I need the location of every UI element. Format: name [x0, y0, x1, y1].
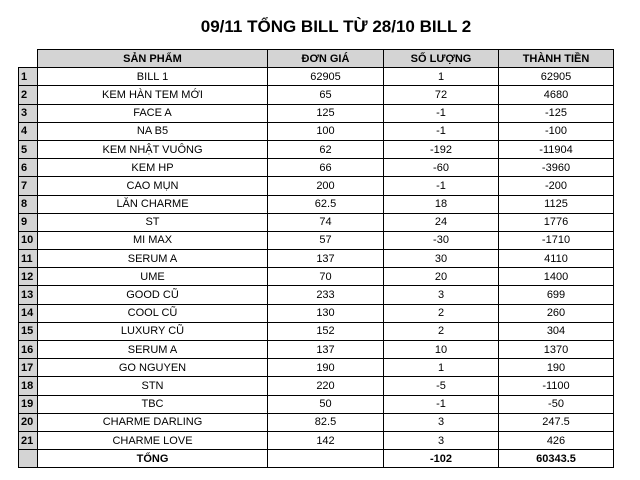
amount-cell: -100	[499, 122, 614, 140]
amount-cell: 1776	[499, 213, 614, 231]
quantity-cell: 1	[384, 68, 499, 86]
amount-cell: 247.5	[499, 413, 614, 431]
table-row	[19, 395, 614, 413]
amount-cell: -11904	[499, 140, 614, 158]
corner-cell	[19, 50, 38, 68]
table-row	[19, 413, 614, 431]
price-cell: 142	[268, 431, 384, 449]
header-amount: THÀNH TIỀN	[499, 50, 614, 68]
row-index: 7	[19, 177, 38, 195]
row-index: 9	[19, 213, 38, 231]
total-label: TỔNG	[38, 450, 268, 468]
product-cell: MI MAX	[38, 231, 268, 249]
table-row	[19, 304, 614, 322]
amount-cell: 1125	[499, 195, 614, 213]
row-index: 8	[19, 195, 38, 213]
table-row	[19, 68, 614, 86]
price-cell: 65	[268, 86, 384, 104]
header-price: ĐƠN GIÁ	[268, 50, 384, 68]
quantity-cell: -1	[384, 395, 499, 413]
price-cell: 74	[268, 213, 384, 231]
product-cell: LUXURY CŨ	[38, 322, 268, 340]
amount-cell: -50	[499, 395, 614, 413]
table-row	[19, 213, 614, 231]
quantity-cell: -60	[384, 159, 499, 177]
table-row	[19, 159, 614, 177]
quantity-cell: 2	[384, 322, 499, 340]
quantity-cell: 20	[384, 268, 499, 286]
price-cell: 233	[268, 286, 384, 304]
price-cell: 70	[268, 268, 384, 286]
quantity-cell: 24	[384, 213, 499, 231]
product-cell: GOOD CŨ	[38, 286, 268, 304]
table-row	[19, 122, 614, 140]
product-cell: BILL 1	[38, 68, 268, 86]
amount-cell: -1100	[499, 377, 614, 395]
row-index: 17	[19, 359, 38, 377]
product-cell: STN	[38, 377, 268, 395]
quantity-cell: -5	[384, 377, 499, 395]
price-cell: 62	[268, 140, 384, 158]
amount-cell: -1710	[499, 231, 614, 249]
price-cell: 82.5	[268, 413, 384, 431]
product-cell: LĂN CHARME	[38, 195, 268, 213]
amount-cell: 260	[499, 304, 614, 322]
table-row	[19, 431, 614, 449]
table-row	[19, 195, 614, 213]
row-index: 5	[19, 140, 38, 158]
product-cell: ST	[38, 213, 268, 231]
quantity-cell: 30	[384, 250, 499, 268]
product-cell: CHARME LOVE	[38, 431, 268, 449]
row-index: 19	[19, 395, 38, 413]
product-cell: NA B5	[38, 122, 268, 140]
total-amount: 60343.5	[499, 450, 614, 468]
row-index: 21	[19, 431, 38, 449]
price-cell: 220	[268, 377, 384, 395]
quantity-cell: 18	[384, 195, 499, 213]
price-cell: 137	[268, 341, 384, 359]
price-cell: 137	[268, 250, 384, 268]
quantity-cell: -1	[384, 122, 499, 140]
product-cell: TBC	[38, 395, 268, 413]
quantity-cell: 1	[384, 359, 499, 377]
total-index-cell	[19, 450, 38, 468]
product-cell: SERUM A	[38, 250, 268, 268]
quantity-cell: 2	[384, 304, 499, 322]
price-cell: 152	[268, 322, 384, 340]
sheet-title: 09/11 TỔNG BILL TỪ 28/10 BILL 2	[200, 17, 472, 36]
price-cell: 50	[268, 395, 384, 413]
product-cell: COOL CŨ	[38, 304, 268, 322]
price-cell: 62.5	[268, 195, 384, 213]
quantity-cell: -1	[384, 177, 499, 195]
quantity-cell: 3	[384, 413, 499, 431]
price-cell: 62905	[268, 68, 384, 86]
price-cell: 57	[268, 231, 384, 249]
price-cell: 100	[268, 122, 384, 140]
amount-cell: 4110	[499, 250, 614, 268]
price-cell: 190	[268, 359, 384, 377]
amount-cell: -200	[499, 177, 614, 195]
amount-cell: 62905	[499, 68, 614, 86]
row-index: 16	[19, 341, 38, 359]
product-cell: GO NGUYEN	[38, 359, 268, 377]
quantity-cell: -1	[384, 104, 499, 122]
quantity-cell: 10	[384, 341, 499, 359]
product-cell: UME	[38, 268, 268, 286]
table-row	[19, 286, 614, 304]
table-row	[19, 104, 614, 122]
bill-table	[18, 49, 614, 468]
amount-cell: -125	[499, 104, 614, 122]
row-index: 13	[19, 286, 38, 304]
amount-cell: 190	[499, 359, 614, 377]
row-index: 15	[19, 322, 38, 340]
table-row	[19, 377, 614, 395]
header-product: SẢN PHẨM	[38, 50, 268, 68]
product-cell: KEM HÀN TEM MỚI	[38, 86, 268, 104]
table-row	[19, 268, 614, 286]
amount-cell: 699	[499, 286, 614, 304]
table-row	[19, 86, 614, 104]
quantity-cell: -30	[384, 231, 499, 249]
row-index: 12	[19, 268, 38, 286]
table-row	[19, 140, 614, 158]
amount-cell: 4680	[499, 86, 614, 104]
table-row	[19, 322, 614, 340]
amount-cell: -3960	[499, 159, 614, 177]
row-index: 6	[19, 159, 38, 177]
table-row	[19, 231, 614, 249]
table-row	[19, 359, 614, 377]
total-quantity: -102	[384, 450, 499, 468]
row-index: 11	[19, 250, 38, 268]
header-row	[19, 50, 614, 68]
product-cell: KEM NHẬT VUÔNG	[38, 140, 268, 158]
amount-cell: 304	[499, 322, 614, 340]
product-cell: CHARME DARLING	[38, 413, 268, 431]
quantity-cell: 72	[384, 86, 499, 104]
product-cell: SERUM A	[38, 341, 268, 359]
amount-cell: 1400	[499, 268, 614, 286]
row-index: 1	[19, 68, 38, 86]
row-index: 3	[19, 104, 38, 122]
quantity-cell: -192	[384, 140, 499, 158]
table-row	[19, 250, 614, 268]
product-cell: FACE A	[38, 104, 268, 122]
price-cell: 200	[268, 177, 384, 195]
total-row	[19, 450, 614, 468]
header-quantity: SỐ LƯỢNG	[384, 50, 499, 68]
row-index: 14	[19, 304, 38, 322]
product-cell: CAO MỤN	[38, 177, 268, 195]
amount-cell: 1370	[499, 341, 614, 359]
amount-cell: 426	[499, 431, 614, 449]
row-index: 4	[19, 122, 38, 140]
table-row	[19, 341, 614, 359]
price-cell: 125	[268, 104, 384, 122]
row-index: 20	[19, 413, 38, 431]
row-index: 2	[19, 86, 38, 104]
quantity-cell: 3	[384, 431, 499, 449]
quantity-cell: 3	[384, 286, 499, 304]
table-row	[19, 177, 614, 195]
row-index: 10	[19, 231, 38, 249]
price-cell: 130	[268, 304, 384, 322]
product-cell: KEM HP	[38, 159, 268, 177]
row-index: 18	[19, 377, 38, 395]
total-price	[268, 450, 384, 468]
price-cell: 66	[268, 159, 384, 177]
